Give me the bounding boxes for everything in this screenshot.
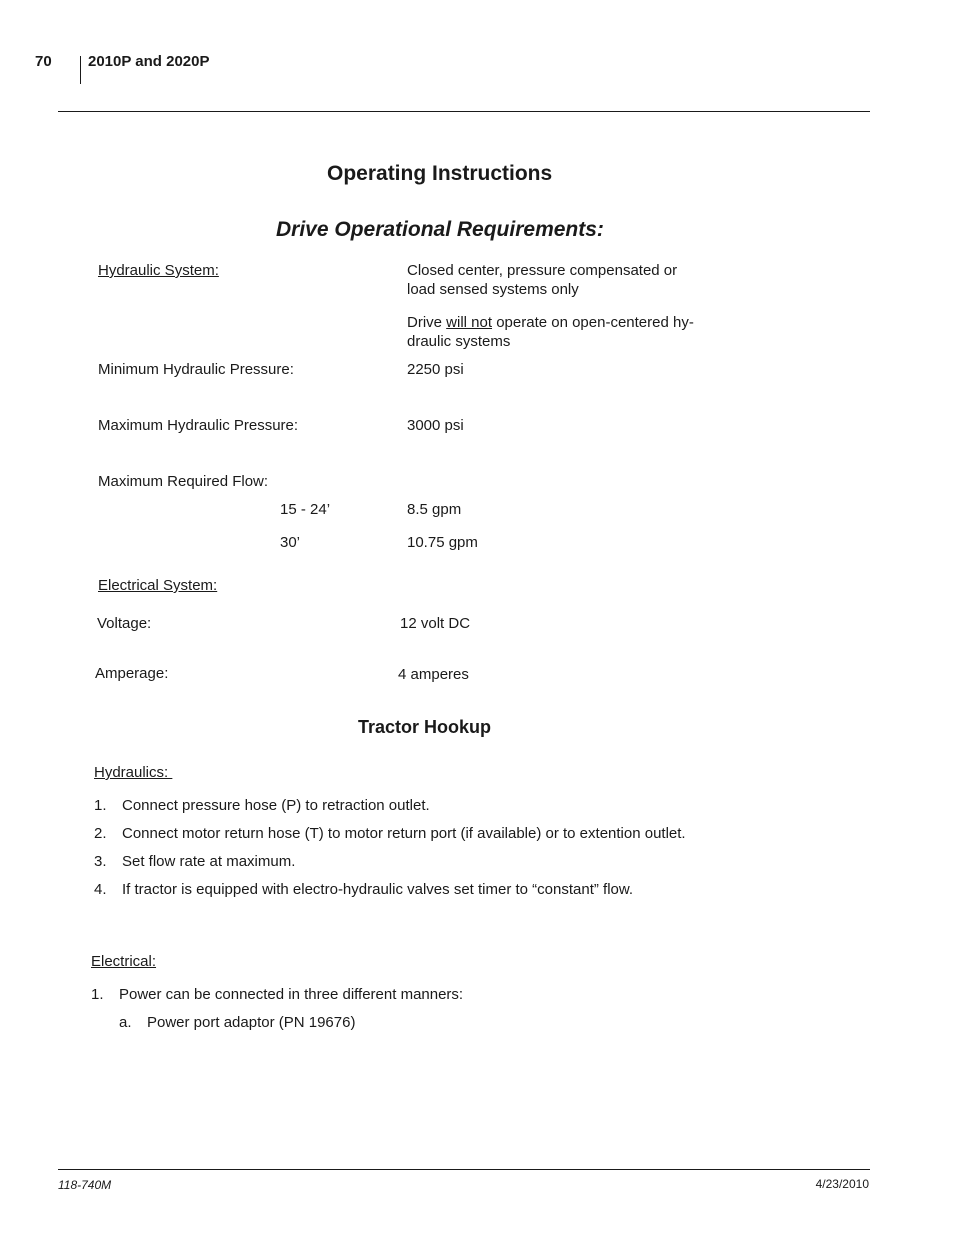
amperage-value: 4 amperes — [398, 666, 469, 683]
hydraulics-label: Hydraulics: — [94, 764, 173, 781]
header-title: 2010P and 2020P — [88, 53, 210, 70]
min-pressure-value: 2250 psi — [407, 361, 464, 378]
page-number: 70 — [35, 53, 52, 70]
page-title: Operating Instructions — [327, 162, 553, 185]
flow-label: Maximum Required Flow: — [98, 473, 269, 490]
footer-date: 4/23/2010 — [815, 1177, 869, 1191]
list-item-number: 4. — [94, 881, 107, 898]
flow-value-1: 8.5 gpm — [407, 501, 462, 518]
sub-list-item-letter: a. — [119, 1014, 132, 1031]
min-pressure-label: Minimum Hydraulic Pressure: — [98, 361, 294, 378]
max-pressure-label: Maximum Hydraulic Pressure: — [98, 417, 299, 434]
electrical-system-label: Electrical System: — [98, 577, 218, 594]
voltage-value: 12 volt DC — [400, 615, 471, 632]
header-divider — [80, 56, 81, 84]
list-item: Connect motor return hose (T) to motor return port (if available) or to extention outlet. — [122, 825, 686, 842]
hydraulic-desc-line1: Closed center, pressure compensated or — [407, 262, 678, 279]
hydraulic-note-line1: Drive will not operate on open-centered hy- — [407, 314, 694, 331]
list-item-number: 1. — [91, 986, 104, 1003]
amperage-label: Amperage: — [95, 665, 169, 682]
doc-number: 118-740M — [58, 1178, 112, 1192]
hydraulic-system-label: Hydraulic System: — [98, 262, 219, 279]
list-item: Connect pressure hose (P) to retraction outlet. — [122, 797, 430, 814]
hydraulic-desc-line2: load sensed systems only — [407, 281, 579, 298]
electrical-label: Electrical: — [91, 953, 157, 970]
hookup-title: Tractor Hookup — [358, 717, 492, 737]
voltage-label: Voltage: — [97, 615, 152, 632]
list-item-number: 1. — [94, 797, 107, 814]
list-item: Set flow rate at maximum. — [122, 853, 296, 870]
list-item: Power can be connected in three different manners: — [119, 986, 464, 1003]
list-item-number: 3. — [94, 853, 107, 870]
hydraulic-note-line2: draulic systems — [407, 333, 511, 350]
footer-rule — [58, 1169, 870, 1170]
sub-list-item: Power port adaptor (PN 19676) — [147, 1014, 356, 1031]
will-not-emphasis: will not — [446, 314, 493, 331]
flow-value-2: 10.75 gpm — [407, 534, 478, 551]
section-title: Drive Operational Requirements: — [276, 218, 604, 241]
flow-size-1: 15 - 24’ — [280, 501, 331, 518]
flow-size-2: 30’ — [280, 534, 301, 551]
header-rule — [58, 111, 870, 112]
list-item: If tractor is equipped with electro-hydraulic valves set timer to “constant” flow. — [122, 881, 634, 898]
max-pressure-value: 3000 psi — [407, 417, 464, 434]
list-item-number: 2. — [94, 825, 107, 842]
